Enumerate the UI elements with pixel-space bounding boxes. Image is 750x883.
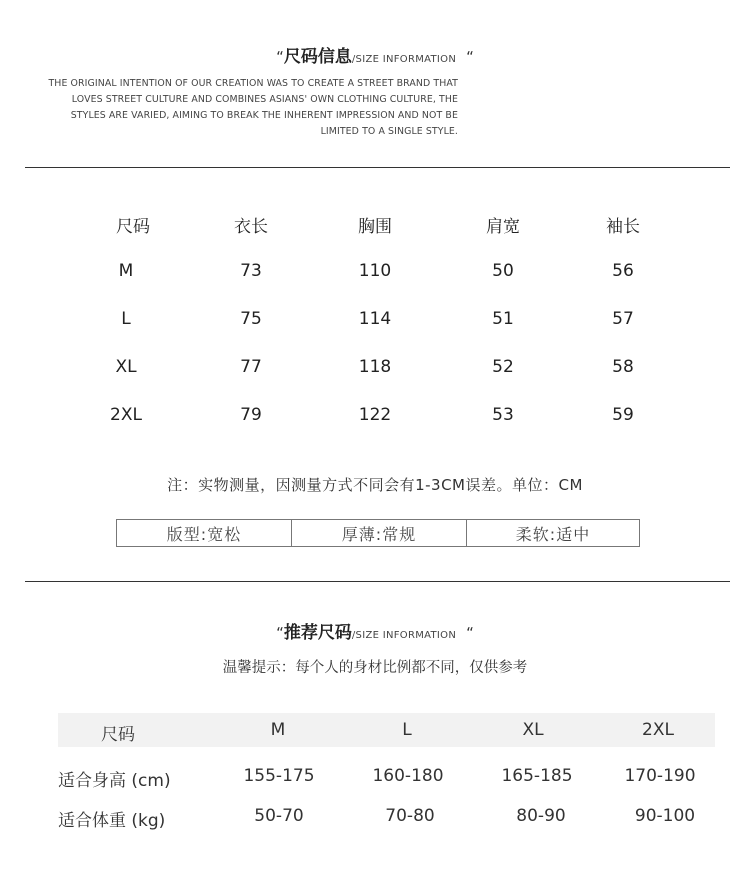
table-cell: 52 (492, 357, 514, 377)
header-cell: 衣长 (234, 217, 268, 237)
table-cell: 50-70 (254, 806, 304, 826)
attribute-softness: 柔软:适中 (466, 519, 640, 547)
attribute-fit: 版型:宽松 (116, 519, 292, 547)
divider (25, 167, 730, 168)
table-cell: 79 (240, 405, 262, 425)
table-cell: XL (115, 357, 137, 377)
table-cell: 170-190 (624, 766, 696, 786)
table-cell: 118 (358, 357, 392, 377)
table-cell: 77 (240, 357, 262, 377)
open-quote: “ (276, 624, 284, 642)
header-cell: L (402, 720, 412, 740)
table-cell: 59 (612, 405, 634, 425)
recommend-tip: 温馨提示：每个人的身材比例都不同，仅供参考 (222, 660, 528, 676)
table-cell: M (118, 261, 134, 281)
header-cell: 肩宽 (486, 217, 520, 237)
table-cell: 122 (358, 405, 392, 425)
intro-line: LIMITED TO A SINGLE STYLE. (320, 126, 458, 137)
table-cell: 2XL (110, 405, 142, 425)
table-cell: 53 (492, 405, 514, 425)
table-cell: 110 (358, 261, 392, 281)
header-cell: 尺码 (101, 725, 135, 745)
attribute-thickness: 厚薄:常规 (291, 519, 467, 547)
intro-line: THE ORIGINAL INTENTION OF OUR CREATION WAS TO CREATE A STREET BRAND THAT (48, 78, 458, 89)
table-cell: 90-100 (634, 806, 696, 826)
close-quote: “ (466, 624, 474, 642)
measurement-note: 注：实物测量，因测量方式不同会有1-3CM误差。单位：CM (167, 476, 583, 494)
header-cell: 尺码 (116, 217, 150, 237)
heading-cn: 推荐尺码 (283, 623, 352, 643)
heading-en: /SIZE INFORMATION (351, 54, 457, 65)
table-cell: 58 (612, 357, 634, 377)
row-label: 适合身高 (cm) (58, 771, 171, 791)
row-label: 适合体重 (kg) (58, 811, 166, 831)
table-cell: 160-180 (372, 766, 444, 786)
table-cell: 56 (612, 261, 634, 281)
intro-line: LOVES STREET CULTURE AND COMBINES ASIANS' OWN CLOTHING CULTURE, THE (71, 94, 458, 105)
brand-intro (18, 76, 458, 140)
table-cell: 80-90 (516, 806, 566, 826)
open-quote: “ (276, 48, 284, 66)
table-cell: 165-185 (501, 766, 573, 786)
table-cell: 70-80 (385, 806, 435, 826)
header-cell: 2XL (642, 720, 674, 740)
intro-line: STYLES ARE VARIED, AIMING TO BREAK THE INHERENT IMPRESSION AND NOT BE (70, 110, 458, 121)
size-info-heading (0, 42, 750, 67)
heading-en: /SIZE INFORMATION (351, 630, 457, 641)
table-cell: 51 (492, 309, 514, 329)
close-quote: “ (466, 48, 474, 66)
recommend-heading (0, 618, 750, 643)
table-cell: 50 (492, 261, 514, 281)
divider (25, 581, 730, 582)
table-cell: 155-175 (243, 766, 315, 786)
table-cell: 75 (240, 309, 262, 329)
heading-cn: 尺码信息 (283, 47, 352, 67)
header-cell: 胸围 (358, 217, 392, 237)
table-cell: 114 (358, 309, 392, 329)
header-cell: M (270, 720, 286, 740)
table-cell: L (121, 309, 131, 329)
table-cell: 73 (240, 261, 262, 281)
table-cell: 57 (612, 309, 634, 329)
header-cell: XL (522, 720, 544, 740)
header-cell: 袖长 (606, 217, 640, 237)
